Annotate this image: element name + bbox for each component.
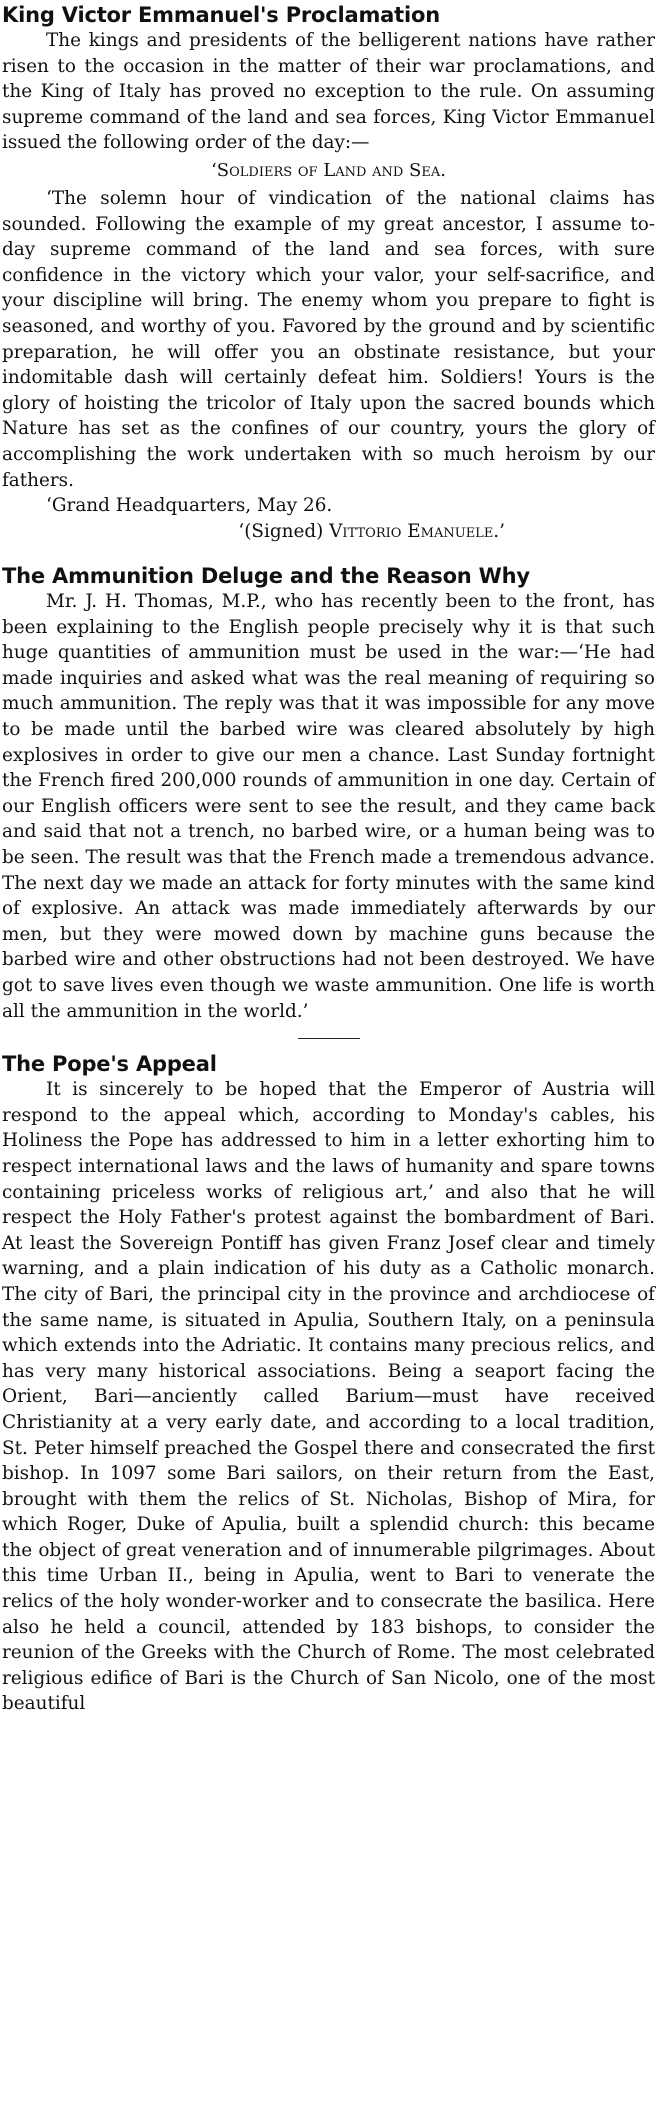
signature [2,519,655,545]
spacer [2,545,655,563]
article-ammunition [2,563,655,1024]
section-divider [298,1038,360,1039]
headline: The Pope's Appeal [2,1052,217,1077]
article-pope [2,1051,655,1717]
address-line: ‘Soldiers of Land and Sea. [211,159,446,181]
article-paragraph: It is sincerely to be hoped that the Emperor of Austria will respond to the appeal which, according to Monday's cables, his Holiness the Pope has addressed to him in a letter exhorting him to respect international laws and the laws of humanity and spare towns containing priceless works of religious art,’ and also that he will respect the Holy Father's protest against the bombardment of Bari. At least the Sovereign Pontiff has given Franz Josef clear and timely warning, and a plain indication of his duty as a Catholic monarch. The city of Bari, the principal city in the province and archdiocese of the same name, is situated in Apulia, Southern Italy, on a peninsula which extends into the Adriatic. It contains many precious relics, and has very many historical associations. Being a seaport facing the Orient, Bari—anciently called Barium—must have received Christianity at a very early date, and according to a local tradition, St. Peter himself preached the Gospel there and consecrated the first bishop. In 1097 some Bari sailors, on their return from the East, brought with them the relics of St. Nicholas, Bishop of Mira, for which Roger, Duke of Apulia, built a splendid church: this became the object of great veneration and of innumerable pilgrimages. About this time Urban II., being in Apulia, went to Bari to venerate the relics of the holy wonder-worker and to consecrate the basilica. Here also he held a council, attended by 183 bishops, to consider the reunion of the Greeks with the Church of Rome. The most celebrated religious edifice of Bari is the Church of San Nicolo, one of the most beautiful [2,1079,655,1715]
article-proclamation [2,2,655,545]
article-paragraph: Mr. J. H. Thomas, M.P., who has recently been to the front, has been explaining to the English people precisely why it is that such huge quantities of ammunition must be used in the war:—‘He had made inquiries and asked what was the real meaning of requiring so much ammunition. The reply was that it was impossible for any move to be made until the barbed wire was cleared absolutely by high explosives in order to give our men a chance. Last Sunday fortnight the French fired 200,000 rounds of ammunition in one day. Certain of our English officers were sent to see the result, and they came back and said that not a trench, no barbed wire, or a human being was to be seen. The result was that the French made a tremendous advance. The next day we made an attack for forty minutes with the same kind of explosive. An attack was made immediately afterwards by our men, but they were mowed down by machine guns because the barbed wire and other obstructions had not been destroyed. We have got to save lives even though we waste ammunition. One life is worth all the ammunition in the world.’ [2,591,655,1022]
article-paragraph: The kings and presidents of the belligerent nations have rather risen to the occasion in the matter of their war proclamations, and the King of Italy has proved no exception to the rule. On assuming supreme command of the land and sea forces, King Victor Emmanuel issued the following order of the day:— [2,30,655,154]
signature-prefix: ‘(Signed) [238,521,330,543]
headline: The Ammunition Deluge and the Reason Why [2,564,530,589]
headline: King Victor Emmanuel's Proclamation [2,3,440,27]
article-paragraph: ‘The solemn hour of vindication of the national claims has sounded. Following the example of my great ancestor, I assume to-day supreme command of the land and sea forces, with sure confidence in the victory which your valor, your self-sacrifice, and your discipline will bring. The enemy whom you prepare to fight is seasoned, and worthy of you. Favored by the ground and by scientific preparation, he will offer you an obstinate resistance, but your indomitable dash will certainly defeat him. Soldiers! Yours is the glory of hoisting the tricolor of Italy upon the sacred bounds which Nature has set as the confines of our country, yours the glory of accomplishing the work undertaken with so much heroism by our fathers. [2,187,655,491]
dateline: ‘Grand Headquarters, May 26. [46,495,333,517]
signature-name: Vittorio Emanuele.’ [329,521,505,543]
